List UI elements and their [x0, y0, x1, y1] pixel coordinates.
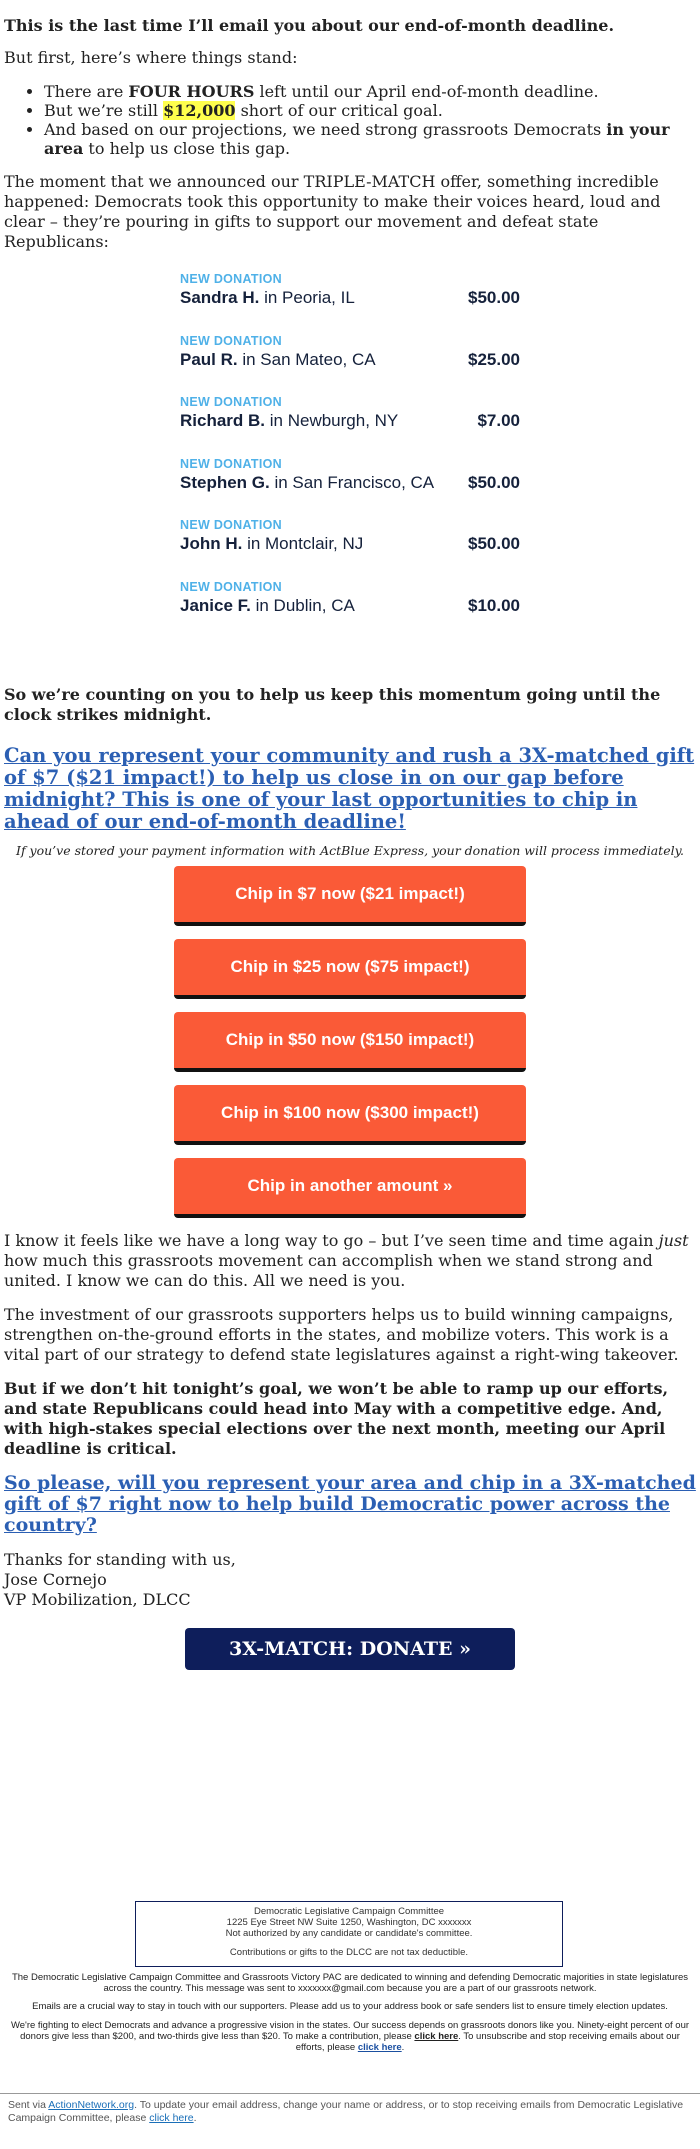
ask-link[interactable]: Can you represent your community and rush a 3X-matched gift of $7 ($21 impact!) to help us close in on our gap before midnight? This is one of your last opportunities to chip in ahead of our end-of-month deadline! — [4, 744, 695, 833]
status-list — [4, 82, 696, 158]
donate-cta-button[interactable]: 3X-MATCH: DONATE » — [185, 1628, 515, 1670]
body-paragraph: The investment of our grassroots supporters helps us to build winning campaigns, strengthen on-the-ground efforts in the states, and mobilize voters. This work is a vital part of our strategy to defend state legislatures against a right-wing takeover. — [4, 1305, 679, 1364]
shortfall-amount: $12,000 — [163, 101, 236, 120]
momentum-paragraph: So we’re counting on you to help us keep this momentum going until the clock strikes midnight. — [4, 685, 661, 724]
update-email-link[interactable]: click here — [149, 2112, 194, 2124]
donation-item: NEW DONATION Janice F. in Dublin, CA $10.00 — [180, 579, 520, 615]
donation-item: NEW DONATION Richard B. in Newburgh, NY $7.00 — [180, 395, 520, 430]
disclaimer-box: Democratic Legislative Campaign Committee 1225 Eye Street NW Suite 1250, Washington, DC xxxxxxx Not authorized by any candidate or candidate's committee. Contributions or gifts to the DLCC are not tax deductible. — [135, 1901, 563, 1967]
actionnetwork-link[interactable]: ActionNetwork.org — [48, 2099, 135, 2111]
sent-via-footer: Sent via ActionNetwork.org. To update your email address, change your name or address, or to stop receiving emails from Democratic Legislative Campaign Committee, please click here. — [8, 2099, 684, 2124]
chip-in-7-button[interactable]: Chip in $7 now ($21 impact!) — [174, 866, 526, 926]
donation-item: NEW DONATION Stephen G. in San Francisco, CA $50.00 — [180, 456, 520, 492]
email-body — [0, 16, 700, 1670]
donation-feed — [180, 272, 520, 641]
unsubscribe-link[interactable]: click here — [357, 2042, 402, 2053]
donation-item: NEW DONATION Sandra H. in Peoria, IL $50.00 — [180, 272, 520, 307]
intro-line: But first, here’s where things stand: — [4, 48, 298, 67]
headline: This is the last time I’ll email you about our end-of-month deadline. — [4, 16, 615, 35]
body-paragraph: I know it feels like we have a long way to go – but I’ve seen time and time again just how much this grassroots movement can accomplish when we stand strong and united. I know we can do this. All we need is you. — [4, 1231, 689, 1290]
chip-in-50-button[interactable]: Chip in $50 now ($150 impact!) — [174, 1012, 526, 1072]
chip-in-100-button[interactable]: Chip in $100 now ($300 impact!) — [174, 1085, 526, 1145]
ask-link-2[interactable]: So please, will you represent your area and chip in a 3X-matched gift of $7 right now to help build Democratic power across the country? — [4, 1472, 696, 1536]
list-item: • There are FOUR HOURS left until our April end-of-month deadline. — [44, 82, 696, 101]
divider — [0, 2093, 700, 2094]
footer-paragraph: Emails are a crucial way to stay in touch with our supporters. Please add us to your address book or safe senders list to ensure timely election updates. — [32, 2001, 668, 2012]
chip-in-25-button[interactable]: Chip in $25 now ($75 impact!) — [174, 939, 526, 999]
signature: Thanks for standing with us, Jose Cornejo VP Mobilization, DLCC — [4, 1550, 236, 1609]
list-item: • But we’re still $12,000 short of our critical goal. — [44, 101, 696, 120]
footer-paragraph: The Democratic Legislative Campaign Committee and Grassroots Victory PAC are dedicated to winning and defending Democratic majorities in state legislatures across the country. This message was sent to xxxxxxx@gmail.com because you are a part of our grassroots network. — [11, 1972, 689, 1994]
triple-match-paragraph: The moment that we announced our TRIPLE-MATCH offer, something incredible happened: Democrats took this opportunity to make their voices heard, loud and clear – they’re pouring in gifts to support our movement and defeat state Republicans: — [4, 172, 661, 251]
donate-buttons — [174, 866, 526, 1218]
list-item: • And based on our projections, we need strong grassroots Democrats in your area to help us close this gap. — [44, 120, 696, 158]
donation-item: NEW DONATION John H. in Montclair, NJ $50.00 — [180, 518, 520, 553]
contribute-link[interactable]: click here — [414, 2031, 459, 2042]
chip-in-other-button[interactable]: Chip in another amount » — [174, 1158, 526, 1218]
footer-paragraph: We're fighting to elect Democrats and advance a progressive vision in the states. Our success depends on grassroots donors like you. Ninety-eight percent of our donors give less than $200, and two-thirds give less than $20. To make a contribution, please click here. To unsubscribe and stop receiving emails about our efforts, please click here. — [10, 2020, 690, 2053]
actblue-note: If you’ve stored your payment information with ActBlue Express, your donation will process immediately. — [16, 843, 684, 858]
donation-item: NEW DONATION Paul R. in San Mateo, CA $25.00 — [180, 333, 520, 369]
body-paragraph: But if we don’t hit tonight’s goal, we won’t be able to ramp up our efforts, and state Republicans could head into May with a competitive edge. And, with high-stakes special elections over the next month, meeting our April deadline is critical. — [4, 1379, 669, 1458]
